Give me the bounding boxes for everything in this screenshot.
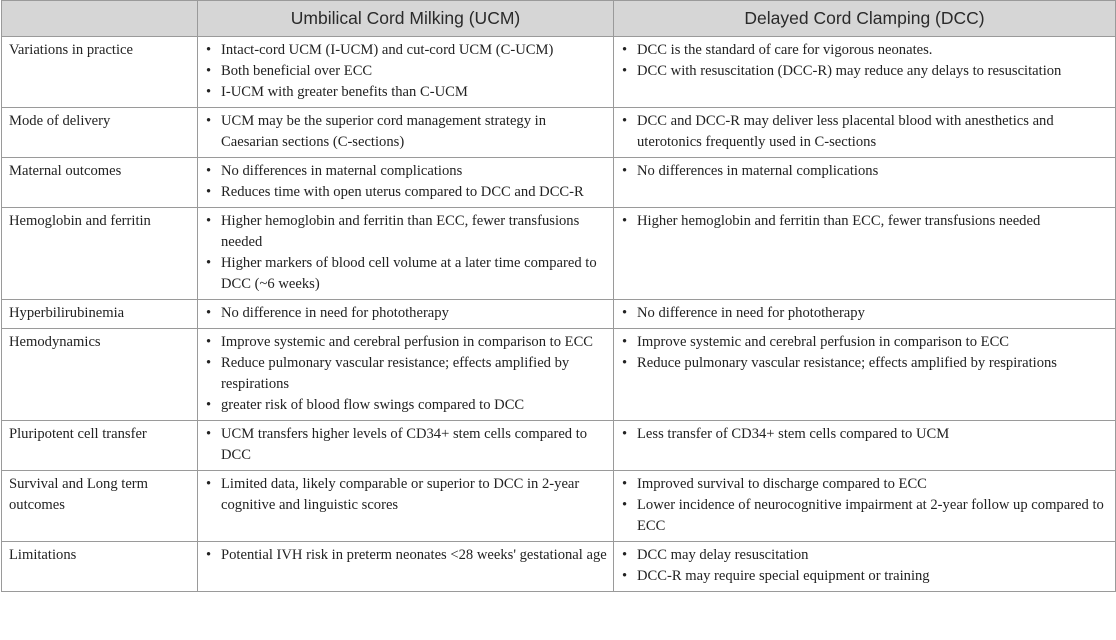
bullet-item: • UCM may be the superior cord management strategy in Caesarian sections (C-sections) — [205, 111, 607, 153]
table-body — [2, 37, 1116, 592]
bullet-item: • No difference in need for phototherapy — [205, 303, 607, 324]
dcc-cell — [614, 158, 1116, 208]
table-row — [2, 421, 1116, 471]
bullet-item: • Improved survival to discharge compared to ECC — [621, 474, 1109, 495]
ucm-cell — [198, 158, 614, 208]
table-header — [2, 1, 1116, 37]
ucm-cell — [198, 542, 614, 592]
ucm-bullet-list — [205, 474, 607, 516]
dcc-bullet-list — [621, 474, 1109, 537]
ucm-bullet-list — [205, 211, 607, 295]
dcc-bullet-list — [621, 424, 1109, 445]
bullet-item: • Higher hemoglobin and ferritin than ECC, fewer transfusions needed — [621, 211, 1109, 232]
ucm-bullet-list — [205, 332, 607, 416]
dcc-cell — [614, 300, 1116, 329]
ucm-bullet-list — [205, 40, 607, 103]
row-label: Hemoglobin and ferritin — [2, 208, 198, 300]
bullet-item: • I-UCM with greater benefits than C-UCM — [205, 82, 607, 103]
table-row — [2, 471, 1116, 542]
bullet-item: • Reduce pulmonary vascular resistance; effects amplified by respirations — [205, 353, 607, 395]
row-label: Mode of delivery — [2, 108, 198, 158]
dcc-bullet-list — [621, 211, 1109, 232]
bullet-item: • DCC and DCC-R may deliver less placental blood with anesthetics and uterotonics frequently used in C-sections — [621, 111, 1109, 153]
bullet-item: • Lower incidence of neurocognitive impairment at 2-year follow up compared to ECC — [621, 495, 1109, 537]
bullet-item: • No differences in maternal complications — [205, 161, 607, 182]
comparison-table — [1, 0, 1116, 592]
header-row — [2, 1, 1116, 37]
table-row — [2, 542, 1116, 592]
ucm-bullet-list — [205, 161, 607, 203]
ucm-bullet-list — [205, 303, 607, 324]
ucm-bullet-list — [205, 111, 607, 153]
row-label: Hemodynamics — [2, 329, 198, 421]
ucm-cell — [198, 300, 614, 329]
table-row — [2, 108, 1116, 158]
bullet-item: • Both beneficial over ECC — [205, 61, 607, 82]
bullet-item: • No differences in maternal complications — [621, 161, 1109, 182]
dcc-cell — [614, 37, 1116, 108]
bullet-item: • Less transfer of CD34+ stem cells compared to UCM — [621, 424, 1109, 445]
table-row — [2, 37, 1116, 108]
dcc-bullet-list — [621, 303, 1109, 324]
ucm-bullet-list — [205, 545, 607, 566]
ucm-cell — [198, 471, 614, 542]
row-label: Maternal outcomes — [2, 158, 198, 208]
dcc-cell — [614, 208, 1116, 300]
table-row — [2, 300, 1116, 329]
row-label: Hyperbilirubinemia — [2, 300, 198, 329]
ucm-cell — [198, 108, 614, 158]
bullet-item: • Reduces time with open uterus compared to DCC and DCC-R — [205, 182, 607, 203]
bullet-item: • Potential IVH risk in preterm neonates <28 weeks' gestational age — [205, 545, 607, 566]
row-label: Pluripotent cell transfer — [2, 421, 198, 471]
dcc-cell — [614, 471, 1116, 542]
dcc-cell — [614, 329, 1116, 421]
bullet-item: • Limited data, likely comparable or superior to DCC in 2-year cognitive and linguistic scores — [205, 474, 607, 516]
table-row — [2, 208, 1116, 300]
bullet-item: • greater risk of blood flow swings compared to DCC — [205, 395, 607, 416]
dcc-bullet-list — [621, 111, 1109, 153]
header-empty-cell — [2, 1, 198, 37]
table-row — [2, 158, 1116, 208]
row-label: Variations in practice — [2, 37, 198, 108]
dcc-bullet-list — [621, 332, 1109, 374]
ucm-bullet-list — [205, 424, 607, 466]
bullet-item: • UCM transfers higher levels of CD34+ stem cells compared to DCC — [205, 424, 607, 466]
dcc-cell — [614, 108, 1116, 158]
ucm-cell — [198, 37, 614, 108]
bullet-item: • Intact-cord UCM (I-UCM) and cut-cord UCM (C-UCM) — [205, 40, 607, 61]
dcc-bullet-list — [621, 545, 1109, 587]
bullet-item: • DCC is the standard of care for vigorous neonates. — [621, 40, 1109, 61]
bullet-item: • Higher hemoglobin and ferritin than ECC, fewer transfusions needed — [205, 211, 607, 253]
bullet-item: • DCC with resuscitation (DCC-R) may reduce any delays to resuscitation — [621, 61, 1109, 82]
dcc-bullet-list — [621, 161, 1109, 182]
dcc-cell — [614, 542, 1116, 592]
bullet-item: • No difference in need for phototherapy — [621, 303, 1109, 324]
dcc-bullet-list — [621, 40, 1109, 82]
table-row — [2, 329, 1116, 421]
header-dcc: Delayed Cord Clamping (DCC) — [614, 1, 1116, 37]
bullet-item: • Improve systemic and cerebral perfusion in comparison to ECC — [621, 332, 1109, 353]
ucm-cell — [198, 421, 614, 471]
dcc-cell — [614, 421, 1116, 471]
row-label: Survival and Long term outcomes — [2, 471, 198, 542]
bullet-item: • DCC-R may require special equipment or training — [621, 566, 1109, 587]
ucm-cell — [198, 329, 614, 421]
row-label: Limitations — [2, 542, 198, 592]
bullet-item: • DCC may delay resuscitation — [621, 545, 1109, 566]
ucm-cell — [198, 208, 614, 300]
bullet-item: • Reduce pulmonary vascular resistance; effects amplified by respirations — [621, 353, 1109, 374]
bullet-item: • Improve systemic and cerebral perfusion in comparison to ECC — [205, 332, 607, 353]
bullet-item: • Higher markers of blood cell volume at a later time compared to DCC (~6 weeks) — [205, 253, 607, 295]
header-ucm: Umbilical Cord Milking (UCM) — [198, 1, 614, 37]
